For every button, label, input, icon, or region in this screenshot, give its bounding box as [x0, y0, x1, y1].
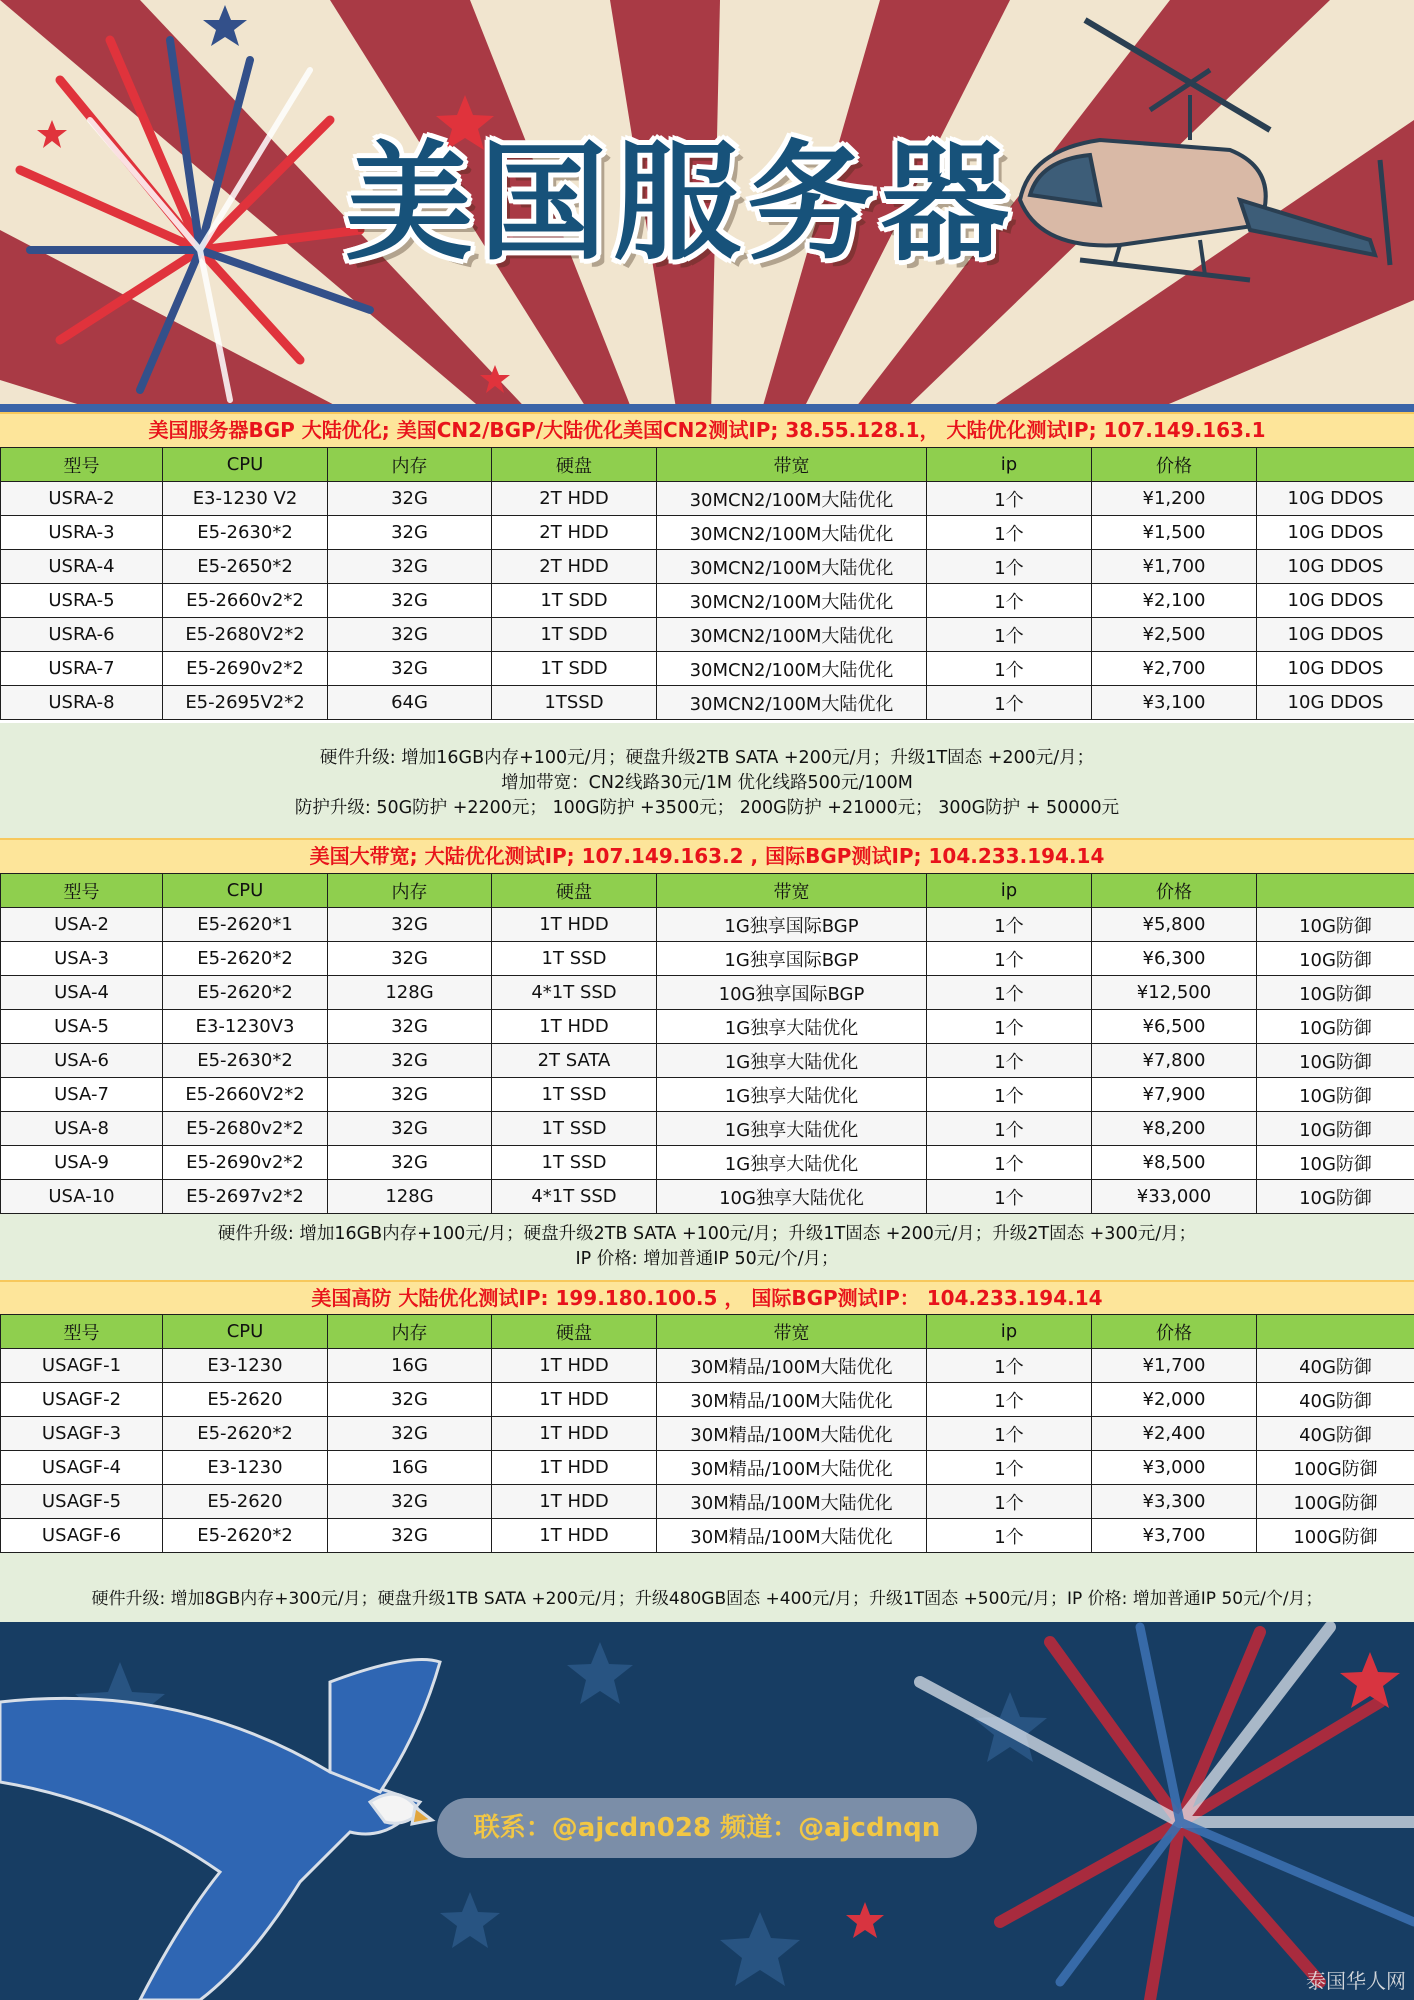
cell-ip: 1个 — [927, 482, 1092, 516]
column-header-model: 型号 — [1, 1315, 163, 1349]
cell-model: USA-7 — [1, 1078, 163, 1112]
section-2-upgrade-notes — [0, 1214, 1414, 1280]
cell-protection: 40G防御 — [1257, 1417, 1414, 1451]
cell-price: ¥3,000 — [1092, 1451, 1257, 1485]
cell-memory: 64G — [328, 686, 492, 720]
cell-memory: 32G — [328, 1010, 492, 1044]
cell-disk: 1T HDD — [492, 1010, 657, 1044]
cell-bandwidth: 30MCN2/100M大陆优化 — [657, 618, 927, 652]
note-line: IP 价格: 增加普通IP 50元/个/月； — [575, 1249, 839, 1269]
cell-protection: 10G防御 — [1257, 1146, 1414, 1180]
cell-memory: 16G — [328, 1451, 492, 1485]
cell-disk: 1T SSD — [492, 1078, 657, 1112]
column-header-bandwidth: 带宽 — [657, 448, 927, 482]
cell-memory: 32G — [328, 1417, 492, 1451]
table-row — [1, 618, 1414, 652]
cell-model: USRA-2 — [1, 482, 163, 516]
cell-ip: 1个 — [927, 1349, 1092, 1383]
table-row — [1, 1349, 1414, 1383]
cell-price: ¥1,700 — [1092, 1349, 1257, 1383]
cell-model: USRA-8 — [1, 686, 163, 720]
column-header-bandwidth: 带宽 — [657, 874, 927, 908]
section-3-upgrade-notes — [0, 1553, 1414, 1622]
cell-cpu: E3-1230 — [163, 1451, 328, 1485]
cell-memory: 32G — [328, 942, 492, 976]
cell-protection: 10G DDOS — [1257, 482, 1414, 516]
cell-cpu: E5-2630*2 — [163, 516, 328, 550]
cell-cpu: E5-2620*2 — [163, 942, 328, 976]
cell-price: ¥1,700 — [1092, 550, 1257, 584]
cell-bandwidth: 30M精品/100M大陆优化 — [657, 1349, 927, 1383]
table-row — [1, 1146, 1414, 1180]
cell-cpu: E5-2680v2*2 — [163, 1112, 328, 1146]
cell-memory: 128G — [328, 1180, 492, 1214]
cell-model: USA-6 — [1, 1044, 163, 1078]
cell-memory: 32G — [328, 1383, 492, 1417]
cell-cpu: E5-2620*2 — [163, 1417, 328, 1451]
section-2-rows — [1, 908, 1414, 1214]
cell-price: ¥3,300 — [1092, 1485, 1257, 1519]
cell-protection: 10G DDOS — [1257, 550, 1414, 584]
cell-cpu: E5-2690v2*2 — [163, 652, 328, 686]
cell-cpu: E5-2695V2*2 — [163, 686, 328, 720]
firework-burst-icon — [920, 1627, 1414, 2000]
cell-disk: 1T HDD — [492, 1519, 657, 1553]
table-row — [1, 516, 1414, 550]
cell-price: ¥2,700 — [1092, 652, 1257, 686]
cell-bandwidth: 1G独享大陆优化 — [657, 1044, 927, 1078]
cell-model: USA-3 — [1, 942, 163, 976]
cell-ip: 1个 — [927, 686, 1092, 720]
cell-cpu: E5-2690v2*2 — [163, 1146, 328, 1180]
cell-bandwidth: 1G独享国际BGP — [657, 942, 927, 976]
table-row — [1, 652, 1414, 686]
cell-disk: 1T HDD — [492, 1485, 657, 1519]
cell-bandwidth: 1G独享国际BGP — [657, 908, 927, 942]
cell-disk: 1T HDD — [492, 1451, 657, 1485]
column-header-model: 型号 — [1, 874, 163, 908]
cell-ip: 1个 — [927, 1451, 1092, 1485]
cell-disk: 2T HDD — [492, 482, 657, 516]
cell-disk: 1T HDD — [492, 1417, 657, 1451]
cell-memory: 32G — [328, 550, 492, 584]
page-title: 美国服务器 — [344, 129, 1015, 278]
cell-disk: 1T SSD — [492, 1146, 657, 1180]
cell-cpu: E5-2680V2*2 — [163, 618, 328, 652]
table-row — [1, 1010, 1414, 1044]
cell-cpu: E5-2620*2 — [163, 1519, 328, 1553]
column-header-ip: ip — [927, 1315, 1092, 1349]
table-header-row — [1, 448, 1414, 482]
cell-memory: 32G — [328, 1485, 492, 1519]
cell-model: USRA-4 — [1, 550, 163, 584]
cell-model: USA-10 — [1, 1180, 163, 1214]
cell-memory: 16G — [328, 1349, 492, 1383]
column-header-model: 型号 — [1, 448, 163, 482]
section-2-title: 美国大带宽; 大陆优化测试IP; 107.149.163.2 , 国际BGP测试IP; 104.233.194.14 — [0, 838, 1414, 873]
cell-cpu: E5-2630*2 — [163, 1044, 328, 1078]
cell-bandwidth: 30M精品/100M大陆优化 — [657, 1383, 927, 1417]
column-header-protection — [1257, 448, 1414, 482]
cell-bandwidth: 30M精品/100M大陆优化 — [657, 1519, 927, 1553]
cell-bandwidth: 30MCN2/100M大陆优化 — [657, 516, 927, 550]
table-row — [1, 1383, 1414, 1417]
cell-cpu: E5-2620 — [163, 1383, 328, 1417]
column-header-memory: 内存 — [328, 874, 492, 908]
cell-disk: 1T HDD — [492, 1349, 657, 1383]
cell-bandwidth: 30M精品/100M大陆优化 — [657, 1485, 927, 1519]
table-row — [1, 1112, 1414, 1146]
cell-price: ¥5,800 — [1092, 908, 1257, 942]
cell-memory: 32G — [328, 1078, 492, 1112]
section-1-upgrade-notes — [0, 723, 1414, 838]
cell-cpu: E5-2620*1 — [163, 908, 328, 942]
note-line: 硬件升级: 增加16GB内存+100元/月；硬盘升级2TB SATA +200元/月；升级1T固态 +200元/月； — [319, 748, 1095, 768]
cell-protection: 10G DDOS — [1257, 516, 1414, 550]
cell-cpu: E3-1230 — [163, 1349, 328, 1383]
cell-price: ¥8,500 — [1092, 1146, 1257, 1180]
cell-memory: 32G — [328, 1112, 492, 1146]
table-row — [1, 1519, 1414, 1553]
column-header-ip: ip — [927, 874, 1092, 908]
table-row — [1, 550, 1414, 584]
cell-price: ¥3,100 — [1092, 686, 1257, 720]
cell-disk: 1T SDD — [492, 652, 657, 686]
cell-bandwidth: 30MCN2/100M大陆优化 — [657, 652, 927, 686]
cell-cpu: E5-2620*2 — [163, 976, 328, 1010]
cell-ip: 1个 — [927, 1112, 1092, 1146]
cell-model: USRA-5 — [1, 584, 163, 618]
cell-protection: 10G DDOS — [1257, 652, 1414, 686]
note-line: 硬件升级: 增加8GB内存+300元/月；硬盘升级1TB SATA +200元/月；升级480GB固态 +400元/月；升级1T固态 +500元/月；IP 价格: 增加普通IP 50元/个/月； — [91, 1589, 1323, 1609]
table-row — [1, 1417, 1414, 1451]
cell-price: ¥8,200 — [1092, 1112, 1257, 1146]
table-row — [1, 1485, 1414, 1519]
column-header-price: 价格 — [1092, 874, 1257, 908]
cell-disk: 1T SSD — [492, 942, 657, 976]
cell-disk: 4*1T SSD — [492, 1180, 657, 1214]
cell-model: USA-5 — [1, 1010, 163, 1044]
cell-price: ¥6,500 — [1092, 1010, 1257, 1044]
cell-bandwidth: 30MCN2/100M大陆优化 — [657, 686, 927, 720]
cell-protection: 10G防御 — [1257, 1180, 1414, 1214]
cell-ip: 1个 — [927, 1044, 1092, 1078]
cell-ip: 1个 — [927, 1383, 1092, 1417]
table-header-row — [1, 1315, 1414, 1349]
table-row — [1, 1078, 1414, 1112]
section-1-rows — [1, 482, 1414, 720]
cell-bandwidth: 10G独享国际BGP — [657, 976, 927, 1010]
cell-price: ¥2,100 — [1092, 584, 1257, 618]
footer-banner — [0, 1622, 1414, 2000]
cell-disk: 1T SDD — [492, 584, 657, 618]
cell-disk: 1T HDD — [492, 908, 657, 942]
cell-protection: 10G防御 — [1257, 1078, 1414, 1112]
cell-bandwidth: 30MCN2/100M大陆优化 — [657, 550, 927, 584]
column-header-disk: 硬盘 — [492, 448, 657, 482]
column-header-cpu: CPU — [163, 1315, 328, 1349]
cell-cpu: E3-1230V3 — [163, 1010, 328, 1044]
section-3-table — [0, 1314, 1414, 1553]
cell-protection: 100G防御 — [1257, 1485, 1414, 1519]
column-header-memory: 内存 — [328, 1315, 492, 1349]
cell-protection: 10G防御 — [1257, 1044, 1414, 1078]
column-header-price: 价格 — [1092, 1315, 1257, 1349]
cell-disk: 2T HDD — [492, 550, 657, 584]
cell-model: USRA-3 — [1, 516, 163, 550]
cell-ip: 1个 — [927, 942, 1092, 976]
cell-model: USA-2 — [1, 908, 163, 942]
cell-ip: 1个 — [927, 908, 1092, 942]
column-header-disk: 硬盘 — [492, 874, 657, 908]
cell-bandwidth: 30MCN2/100M大陆优化 — [657, 482, 927, 516]
cell-memory: 32G — [328, 1044, 492, 1078]
column-header-bandwidth: 带宽 — [657, 1315, 927, 1349]
cell-ip: 1个 — [927, 516, 1092, 550]
cell-ip: 1个 — [927, 1180, 1092, 1214]
cell-ip: 1个 — [927, 1010, 1092, 1044]
cell-price: ¥33,000 — [1092, 1180, 1257, 1214]
note-line: 增加带宽：CN2线路30元/1M 优化线路500元/100M — [501, 773, 913, 793]
table-header-row — [1, 874, 1414, 908]
cell-memory: 32G — [328, 618, 492, 652]
cell-price: ¥2,000 — [1092, 1383, 1257, 1417]
cell-cpu: E5-2650*2 — [163, 550, 328, 584]
cell-model: USA-9 — [1, 1146, 163, 1180]
cell-ip: 1个 — [927, 584, 1092, 618]
column-header-protection — [1257, 874, 1414, 908]
table-row — [1, 482, 1414, 516]
cell-model: USAGF-3 — [1, 1417, 163, 1451]
cell-model: USRA-6 — [1, 618, 163, 652]
cell-protection: 100G防御 — [1257, 1519, 1414, 1553]
contact-info: 联系：@ajcdn028 频道：@ajcdnqn — [437, 1798, 977, 1858]
cell-memory: 32G — [328, 584, 492, 618]
cell-protection: 100G防御 — [1257, 1451, 1414, 1485]
cell-ip: 1个 — [927, 1146, 1092, 1180]
section-3-rows — [1, 1349, 1414, 1553]
cell-protection: 40G防御 — [1257, 1349, 1414, 1383]
cell-ip: 1个 — [927, 976, 1092, 1010]
cell-memory: 32G — [328, 1519, 492, 1553]
cell-bandwidth: 1G独享大陆优化 — [657, 1146, 927, 1180]
cell-model: USA-8 — [1, 1112, 163, 1146]
eagle-icon — [0, 1660, 440, 2000]
cell-model: USRA-7 — [1, 652, 163, 686]
cell-disk: 4*1T SSD — [492, 976, 657, 1010]
table-row — [1, 1180, 1414, 1214]
cell-bandwidth: 30M精品/100M大陆优化 — [657, 1451, 927, 1485]
cell-price: ¥2,400 — [1092, 1417, 1257, 1451]
cell-disk: 1T SSD — [492, 1112, 657, 1146]
column-header-memory: 内存 — [328, 448, 492, 482]
table-row — [1, 942, 1414, 976]
cell-ip: 1个 — [927, 1078, 1092, 1112]
cell-cpu: E5-2660V2*2 — [163, 1078, 328, 1112]
cell-model: USAGF-1 — [1, 1349, 163, 1383]
cell-bandwidth: 1G独享大陆优化 — [657, 1010, 927, 1044]
cell-cpu: E3-1230 V2 — [163, 482, 328, 516]
column-header-ip: ip — [927, 448, 1092, 482]
column-header-protection — [1257, 1315, 1414, 1349]
cell-price: ¥2,500 — [1092, 618, 1257, 652]
cell-price: ¥12,500 — [1092, 976, 1257, 1010]
cell-model: USA-4 — [1, 976, 163, 1010]
section-3-title: 美国高防 大陆优化测试IP: 199.180.100.5 ， 国际BGP测试IP： 104.233.194.14 — [0, 1280, 1414, 1314]
table-row — [1, 908, 1414, 942]
cell-memory: 128G — [328, 976, 492, 1010]
cell-disk: 2T SATA — [492, 1044, 657, 1078]
section-1-table — [0, 447, 1414, 720]
cell-price: ¥3,700 — [1092, 1519, 1257, 1553]
cell-price: ¥7,900 — [1092, 1078, 1257, 1112]
cell-protection: 10G DDOS — [1257, 686, 1414, 720]
cell-cpu: E5-2660v2*2 — [163, 584, 328, 618]
cell-disk: 1T HDD — [492, 1383, 657, 1417]
cell-price: ¥7,800 — [1092, 1044, 1257, 1078]
table-row — [1, 686, 1414, 720]
cell-price: ¥6,300 — [1092, 942, 1257, 976]
cell-model: USAGF-5 — [1, 1485, 163, 1519]
cell-model: USAGF-4 — [1, 1451, 163, 1485]
table-row — [1, 976, 1414, 1010]
note-line: 硬件升级: 增加16GB内存+100元/月；硬盘升级2TB SATA +100元/月；升级1T固态 +200元/月；升级2T固态 +300元/月； — [217, 1224, 1197, 1244]
cell-memory: 32G — [328, 482, 492, 516]
cell-protection: 10G防御 — [1257, 942, 1414, 976]
cell-bandwidth: 1G独享大陆优化 — [657, 1112, 927, 1146]
cell-protection: 40G防御 — [1257, 1383, 1414, 1417]
cell-bandwidth: 30M精品/100M大陆优化 — [657, 1417, 927, 1451]
cell-model: USAGF-6 — [1, 1519, 163, 1553]
cell-price: ¥1,200 — [1092, 482, 1257, 516]
cell-ip: 1个 — [927, 652, 1092, 686]
column-header-cpu: CPU — [163, 874, 328, 908]
cell-cpu: E5-2620 — [163, 1485, 328, 1519]
cell-protection: 10G防御 — [1257, 1112, 1414, 1146]
cell-model: USAGF-2 — [1, 1383, 163, 1417]
site-watermark: 泰国华人网 — [1306, 1969, 1406, 1993]
header-banner — [0, 0, 1414, 412]
cell-ip: 1个 — [927, 550, 1092, 584]
cell-ip: 1个 — [927, 618, 1092, 652]
section-2-table — [0, 873, 1414, 1214]
cell-disk: 2T HDD — [492, 516, 657, 550]
cell-memory: 32G — [328, 1146, 492, 1180]
cell-price: ¥1,500 — [1092, 516, 1257, 550]
table-row — [1, 584, 1414, 618]
cell-cpu: E5-2697v2*2 — [163, 1180, 328, 1214]
column-header-cpu: CPU — [163, 448, 328, 482]
cell-protection: 10G DDOS — [1257, 584, 1414, 618]
cell-protection: 10G DDOS — [1257, 618, 1414, 652]
cell-disk: 1T SDD — [492, 618, 657, 652]
table-row — [1, 1044, 1414, 1078]
cell-disk: 1TSSD — [492, 686, 657, 720]
column-header-price: 价格 — [1092, 448, 1257, 482]
cell-protection: 10G防御 — [1257, 976, 1414, 1010]
section-1-title: 美国服务器BGP 大陆优化; 美国CN2/BGP/大陆优化美国CN2测试IP; 38.55.128.1， 大陆优化测试IP; 107.149.163.1 — [0, 412, 1414, 447]
column-header-disk: 硬盘 — [492, 1315, 657, 1349]
cell-ip: 1个 — [927, 1485, 1092, 1519]
cell-protection: 10G防御 — [1257, 908, 1414, 942]
cell-bandwidth: 30MCN2/100M大陆优化 — [657, 584, 927, 618]
cell-memory: 32G — [328, 652, 492, 686]
cell-memory: 32G — [328, 516, 492, 550]
cell-memory: 32G — [328, 908, 492, 942]
cell-ip: 1个 — [927, 1519, 1092, 1553]
cell-ip: 1个 — [927, 1417, 1092, 1451]
note-line: 防护升级: 50G防护 +2200元； 100G防护 +3500元； 200G防护 +21000元； 300G防护 + 50000元 — [294, 798, 1120, 818]
cell-protection: 10G防御 — [1257, 1010, 1414, 1044]
cell-bandwidth: 10G独享大陆优化 — [657, 1180, 927, 1214]
cell-bandwidth: 1G独享大陆优化 — [657, 1078, 927, 1112]
table-row — [1, 1451, 1414, 1485]
